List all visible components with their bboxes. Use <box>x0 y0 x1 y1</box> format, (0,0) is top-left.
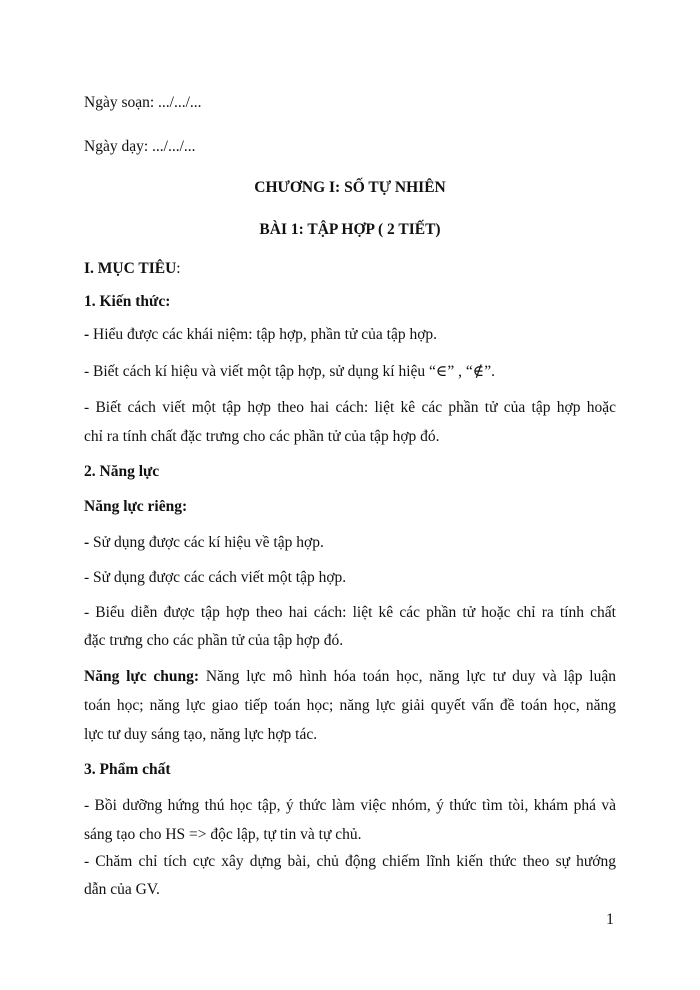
nang-luc-chung-line-3: lực tư duy sáng tạo, năng lực hợp tác. <box>84 726 318 743</box>
lesson-title: BÀI 1: TẬP HỢP ( 2 TIẾT) <box>259 221 441 238</box>
item-text: Hiểu được các khái niệm: tập hợp, phần tử của tập hợp. <box>93 326 438 343</box>
pham-chat-heading: 3. Phẩm chất <box>84 761 171 778</box>
nang-luc-chung-label: Năng lực chung: <box>84 668 200 685</box>
muc-tieu-bold: I. MỤC TIÊU <box>84 260 177 277</box>
kien-thuc-heading: 1. Kiến thức: <box>84 293 171 310</box>
nang-luc-rieng-heading: Năng lực riêng: <box>84 498 188 515</box>
kien-thuc-item-3-line-1: - Biết cách viết một tập hợp theo hai cách: liệt kê các phần tử của tập hợp hoặc <box>84 399 616 416</box>
ngay-day: Ngày dạy: .../.../... <box>84 138 196 155</box>
kien-thuc-item-1 <box>84 325 437 345</box>
nang-luc-chung-text: Năng lực mô hình hóa toán học, năng lực tư duy và lập luận <box>199 668 616 685</box>
nang-luc-item-2: - Sử dụng được các cách viết một tập hợp. <box>84 569 347 586</box>
pham-chat-item-1-line-1: - Bồi dưỡng hứng thú học tập, ý thức làm việc nhóm, ý thức tìm tòi, khám phá và <box>84 797 616 814</box>
dash: - <box>84 326 94 343</box>
ngay-soan: Ngày soạn: .../.../... <box>84 94 202 111</box>
item-text: Sử dụng được các kí hiệu về tập hợp. <box>93 534 324 551</box>
pham-chat-item-1-line-2: sáng tạo cho HS => độc lập, tự tin và tự chủ. <box>84 826 362 843</box>
nang-luc-item-3-line-1: - Biểu diễn được tập hợp theo hai cách: liệt kê các phần tử hoặc chỉ ra tính chất <box>84 604 616 621</box>
section-muc-tieu-heading <box>84 259 181 279</box>
nang-luc-item-3-line-2: đặc trưng cho các phần tử của tập hợp đó. <box>84 632 344 649</box>
kien-thuc-item-3-line-2: chỉ ra tính chất đặc trưng cho các phần tử của tập hợp đó. <box>84 428 440 445</box>
nang-luc-chung-line-1 <box>84 667 616 687</box>
pham-chat-item-2-line-2: dẫn của GV. <box>84 881 160 898</box>
chapter-title: CHƯƠNG I: SỐ TỰ NHIÊN <box>254 179 446 196</box>
kien-thuc-item-2: - Biết cách kí hiệu và viết một tập hợp, sử dụng kí hiệu “∈” , “∉”. <box>84 363 496 380</box>
nang-luc-item-1 <box>84 533 324 553</box>
muc-tieu-colon: : <box>176 260 181 277</box>
nang-luc-heading: 2. Năng lực <box>84 463 160 480</box>
pham-chat-item-2-line-1: - Chăm chỉ tích cực xây dựng bài, chủ động chiếm lĩnh kiến thức theo sự hướng <box>84 853 616 870</box>
nang-luc-chung-line-2: toán học; năng lực giao tiếp toán học; năng lực giải quyết vấn đề toán học, năng <box>84 697 616 714</box>
page-number: 1 <box>606 911 614 928</box>
dash: - <box>84 534 94 551</box>
